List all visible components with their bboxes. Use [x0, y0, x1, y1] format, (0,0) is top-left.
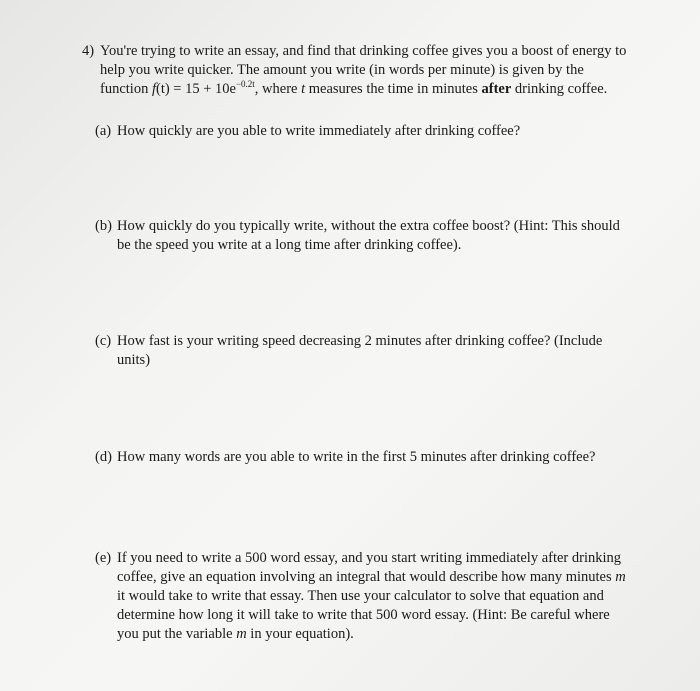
part-e [95, 549, 635, 644]
function-name: f [151, 81, 156, 97]
part-d-label: (d) [95, 449, 112, 465]
function-arg: (t) [155, 81, 170, 97]
part-d [95, 448, 635, 467]
part-a-label: (a) [95, 123, 112, 139]
intro-bold-after: after [481, 81, 512, 97]
problem-4 [82, 42, 627, 99]
part-e-text-1: If you need to write a 500 word essay, and you start writing immediately after drinking coffee, give an equation involving an integral that would describe how many minutes [117, 550, 622, 585]
intro-text-2: , where [254, 81, 302, 97]
part-d-question: How many words are you able to write in the first 5 minutes after drinking coffee? [117, 449, 596, 465]
part-b-label: (b) [95, 218, 112, 234]
problem-number: 4) [82, 43, 95, 59]
intro-text-3: measures the time in minutes [305, 81, 482, 97]
part-b-question: How quickly do you typically write, without the extra coffee boost? (Hint: This should be the speed you write at a long time after drinking coffee). [117, 218, 620, 253]
part-c-question: How fast is your writing speed decreasing 2 minutes after drinking coffee? (Include units) [117, 333, 603, 368]
function-exponent: −0.2t [235, 79, 255, 90]
part-c [95, 332, 635, 370]
function-equation: = 15 + 10e [169, 81, 236, 97]
problem-intro [100, 42, 627, 99]
variable-t: t [301, 81, 306, 97]
part-e-text-2: it would take to write that essay. Then use your calculator to solve that equation and determine how long it will take to write that 500 word essay. (Hint: Be careful where you put the variable [117, 588, 610, 642]
part-c-label: (c) [95, 333, 112, 349]
part-e-label: (e) [95, 550, 112, 566]
part-e-question [117, 549, 635, 644]
part-b [95, 217, 635, 255]
part-a-question: How quickly are you able to write immediately after drinking coffee? [117, 123, 521, 139]
intro-text-4: drinking coffee. [511, 81, 608, 97]
variable-m: m [615, 569, 626, 585]
variable-m: m [236, 626, 247, 642]
part-a [95, 122, 635, 141]
part-e-text-3: in your equation). [246, 626, 354, 642]
intro-text-1: You're trying to write an essay, and find that drinking coffee gives you a boost of energy to help you write quicker. The amount you write (in words per minute) is given by the function [100, 43, 627, 97]
